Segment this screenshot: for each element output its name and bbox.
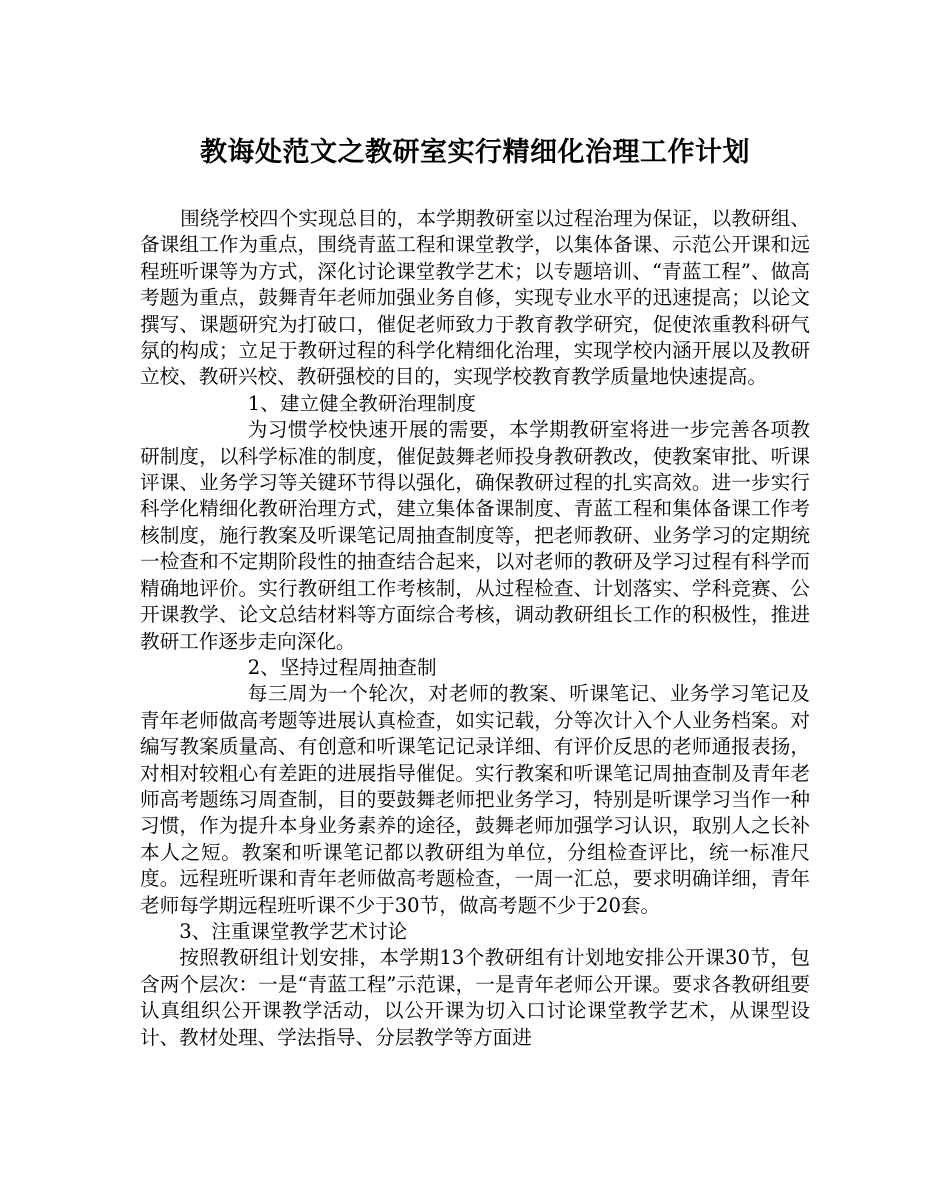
- document-title: 教诲处范文之教研室实行精细化治理工作计划: [200, 137, 750, 168]
- intro-paragraph: 围绕学校四个实现总目的，本学期教研室以过程治理为保证，以教研组、备课组工作为重点，围绕青蓝工程和课堂教学，以集体备课、示范公开课和远程班听课等为方式，深化讨论课堂教学艺术；以专题培训、“青蓝工程”、做高考题为重点，鼓舞青年老师加强业务自修，实现专业水平的迅速提高；以论文撰写、课题研究为打破口，催促老师致力于教育教学研究，促使浓重教科研气氛的构成；立足于教研过程的科学化精细化治理，实现学校内涵开展以及教研立校、教研兴校、教研强校的目的，实现学校教育教学质量地快速提高。: [140, 207, 810, 389]
- section-2-paragraph: 每三周为一个轮次，对老师的教案、听课笔记、业务学习笔记及青年老师做高考题等进展认真检查，如实记载，分等次计入个人业务档案。对编写教案质量高、有创意和听课笔记记录详细、有评价反思的老师通报表扬，对相对较粗心有差距的进展指导催促。实行教案和听课笔记周抽查制及青年老师高考题练习周查制，目的要鼓舞老师把业务学习，特别是听课学习当作一种习惯，作为提升本身业务素养的途径，鼓舞老师加强学习认识，取别人之长补本人之短。教案和听课笔记都以教研组为单位，分组检查评比，统一标准尺度。远程班听课和青年老师做高考题检查，一周一汇总，要求明确详细，青年老师每学期远程班听课不少于30节，做高考题不少于20套。: [140, 682, 810, 917]
- section-heading-3: 3、注重课堂教学艺术讨论: [179, 919, 408, 943]
- section-heading-2: 2、坚持过程周抽查制: [247, 655, 437, 679]
- section-heading-1: 1、建立健全教研治理制度: [247, 391, 476, 415]
- document-page: [140, 0, 810, 1189]
- document-body: [140, 206, 810, 1051]
- section-3-paragraph: 按照教研组计划安排，本学期13个教研组有计划地安排公开课30节，包含两个层次：一是“青蓝工程”示范课，一是青年老师公开课。要求各教研组要认真组织公开课教学活动，以公开课为切入口讨论课堂教学艺术，从课型设计、教材处理、学法指导、分层教学等方面进: [140, 946, 810, 1049]
- section-1-paragraph: 为习惯学校快速开展的需要，本学期教研室将进一步完善各项教研制度，以科学标准的制度，催促鼓舞老师投身教研教改，使教案审批、听课评课、业务学习等关键环节得以强化，确保教研过程的扎实高效。进一步实行科学化精细化教研治理方式，建立集体备课制度、青蓝工程和集体备课工作考核制度，施行教案及听课笔记周抽查制度等，把老师教研、业务学习的定期统一检查和不定期阶段性的抽查结合起来，以对老师的教研及学习过程有科学而精确地评价。实行教研组工作考核制，从过程检查、计划落实、学科竞赛、公开课教学、论文总结材料等方面综合考核，调动教研组长工作的积极性，推进教研工作逐步走向深化。: [140, 418, 810, 653]
